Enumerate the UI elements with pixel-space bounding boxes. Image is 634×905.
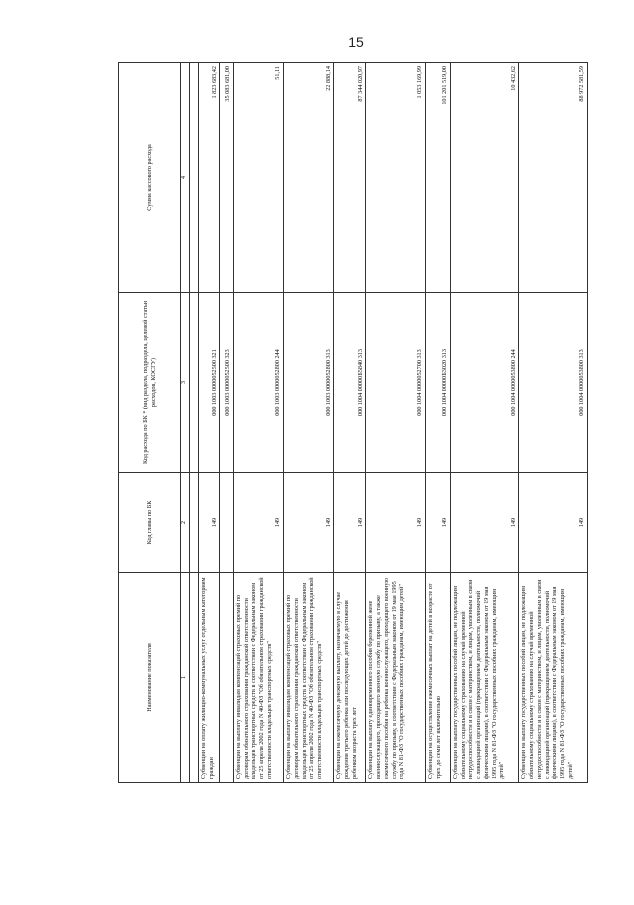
cell-sum: 101 201 519,00 (425, 63, 450, 293)
table-row (334, 63, 366, 783)
header-name: Наименование показателя (119, 573, 181, 783)
cell-code: 149 (199, 473, 220, 573)
expense-table (118, 62, 588, 783)
cell-name: Субвенции на осуществление ежемесячных выплат на детей в возрасте от трех до семи лет включительно (425, 573, 450, 783)
header-kbk: Код расхода по БК * (вид раздела, подраздела, целевой статьи расходов, КОСГУ) (119, 293, 181, 473)
cell-code: 149 (366, 473, 425, 573)
cell-sum: 1 053 169,99 (366, 63, 425, 293)
cell-kbk: 000 1003 0000052500 323 (220, 293, 234, 473)
cell-code (220, 473, 234, 573)
cell-code: 149 (450, 473, 519, 573)
cell-sum: 35 083 681,00 (220, 63, 234, 293)
table-row (284, 63, 334, 783)
cell-kbk: 000 1003 0000052500 321 (199, 293, 220, 473)
cell-kbk (190, 293, 199, 473)
cell-code: 149 (425, 473, 450, 573)
cell-kbk: 000 1003 0000052800 244 (233, 293, 283, 473)
cell-name (220, 573, 234, 783)
cell-name: Субвенции на выплату государственных пособий лицам, не подлежащим обязательному социальному страхованию на случай временной нетрудоспособности и в связи с материнством, и лицам, уволенным в связи с ликвидацией организаций (прекращением деятельности, полномочий физическими лицами), в соответствии с Федеральным законом от 19 мая 1995 года N 81-ФЗ "О государственных пособиях гражданам, имеющим детей" (519, 573, 588, 783)
cell-sum: 10 432,62 (450, 63, 519, 293)
cell-name: Субвенции на выплату инвалидам компенсаций страховых премий по договорам обязательного страхования гражданской ответственности владельцев транспортных средств в соответствии с Федеральным законом от 25 апреля 2002 года N 40-ФЗ "Об обязательном страховании гражданской ответственности владельцев транспортных средств" (284, 573, 334, 783)
cell-sum (190, 63, 199, 293)
table-row (450, 63, 519, 783)
cell-kbk: 000 1004 0000052700 313 (366, 293, 425, 473)
header-sum: Сумма кассового расхода (119, 63, 181, 293)
table-row (519, 63, 588, 783)
table-row (190, 63, 199, 783)
table-row (233, 63, 283, 783)
cell-sum: 88 972 581,59 (519, 63, 588, 293)
cell-name: Субвенции на выплату единовременного пособия беременной жене военнослужащего, проходящего военную службу по призыву, а также ежемесячного пособия на ребенка военнослужащего, проходящего военную службу по призыву, в соответствии с Федеральным законом от 19 мая 1995 года N 81-ФЗ "О государственных пособиях гражданам, имеющим детей" (366, 573, 425, 783)
table-row (425, 63, 450, 783)
cell-kbk: 000 1004 00000Б3020 313 (425, 293, 450, 473)
cell-code: 149 (519, 473, 588, 573)
cell-code: 149 (284, 473, 334, 573)
cell-code: 149 (233, 473, 283, 573)
table-row (220, 63, 234, 783)
cell-sum: 1 823 683,42 (199, 63, 220, 293)
rotated-table-container (118, 63, 588, 783)
cell-name: Субвенции на оплату жилищно-коммунальных услуг отдельным категориям граждан (199, 573, 220, 783)
cell-code: 149 (334, 473, 366, 573)
header-code: Код главы по БК (119, 473, 181, 573)
column-number: 4 (181, 63, 190, 293)
cell-sum: 22 888,14 (284, 63, 334, 293)
page-number: 15 (348, 34, 364, 50)
table-row (199, 63, 220, 783)
column-number: 2 (181, 473, 190, 573)
cell-name: Субвенции на ежемесячную денежную выплату, назначаемую в случае рождения третьего ребенка или последующих детей до достижения ребенком возраста трех лет (334, 573, 366, 783)
cell-code (190, 473, 199, 573)
cell-kbk: 000 1004 00000Б5840 313 (334, 293, 366, 473)
cell-kbk: 000 1004 0000053800 244 (450, 293, 519, 473)
cell-kbk: 000 1003 0000052800 313 (284, 293, 334, 473)
table-row (366, 63, 425, 783)
column-number-row (181, 63, 190, 783)
cell-kbk: 000 1004 0000053800 313 (519, 293, 588, 473)
cell-name: Субвенции на выплату инвалидам компенсаций страховых премий по договорам обязательного страхования гражданской ответственности владельцев транспортных средств в соответствии с Федеральным законом от 25 апреля 2002 года N 40-ФЗ "Об обязательном страховании гражданской ответственности владельцев транспортных средств" (233, 573, 283, 783)
cell-sum: 51,11 (233, 63, 283, 293)
cell-name: Субвенции на выплату государственных пособий лицам, не подлежащим обязательному социальному страхованию на случай временной нетрудоспособности и в связи с материнством, и лицам, уволенным в связи с ликвидацией организаций (прекращением деятельности, полномочий физическими лицами), в соответствии с Федеральным законом от 19 мая 1995 года N 81-ФЗ "О государственных пособиях гражданам, имеющим детей" (450, 573, 519, 783)
cell-sum: 87 344 020,97 (334, 63, 366, 293)
cell-name (190, 573, 199, 783)
column-number: 3 (181, 293, 190, 473)
column-number: 1 (181, 573, 190, 783)
